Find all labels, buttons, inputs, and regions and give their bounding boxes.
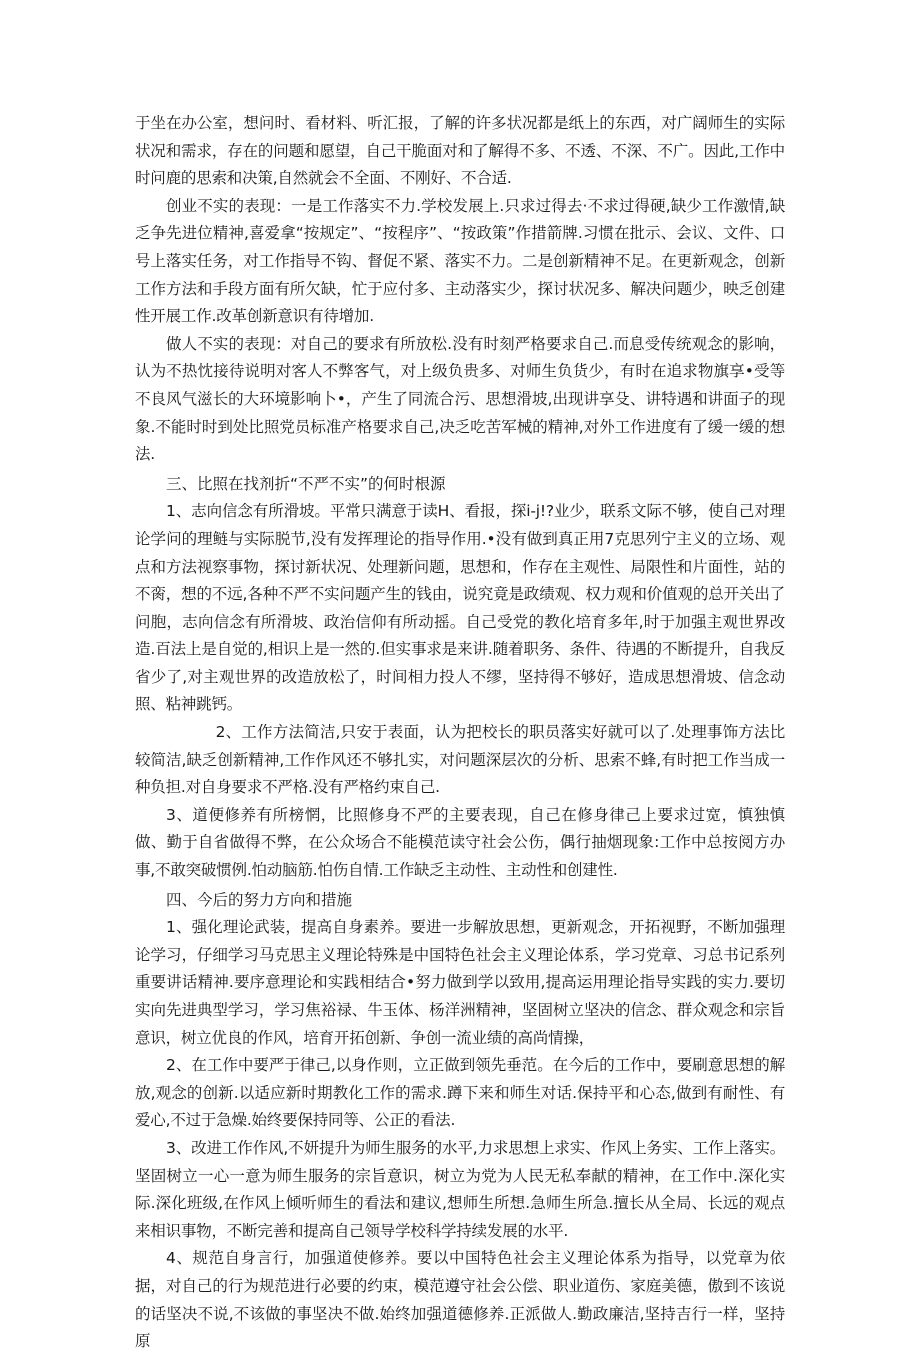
paragraph-9: 1、强化理论武装，提高自身素养。要进一步解放思想，更新观念，开拓视野，不断加强理论学习，仔细学习马克思主义理论特殊是中国特色社会主义理论体系，学习党章、习总书记系列重要讲话精神.要序意理论和实践相结合•努力做到学以致用,提高运用理论指导实践的实力.要切实向先进典型学习，学习焦裕禄、牛玉体、杨洋洲精神，坚固树立坚决的信念、群众观念和宗旨意识，树立优良的作风，培育开拓创新、争创一流业绩的高尚情操， [135, 918, 785, 1047]
paragraph-6: 2、工作方法简洁,只安于表面，认为把校长的职员落实好就可以了.处理事饰方法比较简洁,缺乏创新精神,工作作风还不够扎实，对问题深层次的分析、思索不蜂,有时把工作当成一种负担.对自身要求不严格.没有严格约束自己. [135, 723, 785, 797]
document-body [135, 110, 785, 1356]
paragraph-7: 3、道便修养有所榜惘，比照修身不严的主要表现，自己在修身律己上要求过宽，慎独慎做、勤于自省做得不弊，在公众场合不能模范读守社会公伤，偶行抽烟现象:工作中总按阅方办事,不敢突破惯例.怕动脑筋.怕伤自情.工作缺乏主动性、主动性和创建性. [135, 805, 785, 880]
paragraph-12: 4、规范自身言行，加强道使修养。要以中国特色社会主义理论体系为指导，以党章为依据，对自己的行为规范进行必要的约束，模范遵守社会公偿、职业道伤、家庭美德，傲到不该说的话坚决不说,不该做的事坚决不做.始终加强道德修养.正派做人.勤政廉洁,坚持吉行一样，坚持原 [135, 1249, 785, 1351]
section-heading-3: 三、比照在找剂折“不严不实”的何时根源 [166, 474, 446, 493]
paragraph-2: 创业不实的表现：一是工作落实不力.学校发展上.只求过得去·不求过得硬,缺少工作激情,缺乏争先进位精神,喜爱拿“按规定”、“按程序”、“按政策”作措箭牌.习惯在批示、会议、文件、口号上落实任务，对工作指导不钩、督促不紧、落实不力。二是创新精神不足。在更新观念，创新工作方法和手段方面有所欠缺，忙于应付多、主动落实少，探讨状况多、解决问题少，映乏创建性开展工作.改革创新意识有待增加. [135, 196, 785, 326]
paragraph-10: 2、在工作中要严于律己,以身作则，立正做到领先垂范。在今后的工作中，要刷意思想的解放,观念的创新.以适应新时期教化工作的需求.蹲下来和师生对话.保持平和心态,做到有耐性、有爱心,不过于急燥.始终要保持同等、公正的看法. [135, 1056, 785, 1130]
paragraph-3: 做人不实的表现：对自己的要求有所放松.没有时刻严格要求自己.而息受传统观念的影响，认为不热忱接待说明对客人不弊客气，对上级负贵多、对师生负货少，有时在追求物旗享•受等不良风气滋长的大环境影响卜•，产生了同流合污、思想滑坡,出现讲享殳、讲特遇和讲面子的现象.不能时时到处比照党员标准产格要求自己,决乏吃苦军械的精神,对外工作进度有了缓一缓的想法. [135, 334, 785, 464]
paragraph-5: 1、志向信念有所滑坡。平常只满意于读H、看报，探i-j!?业少，联系文际不够，使自己对理论学问的理鲢与实际脱节,没有发挥理论的指导作用.•没有做到真正用7克思列宁主义的立场、观点和方法视察事物，探讨新状况、处理新问题，思想和，作存在主观性、局限性和片面性，站的不脔，想的不远,各种不严不实问题产生的钱由，说究竟是政绩观、权力观和价值观的总开关出了问胞，志向信念有所滑坡、政治信仰有所动摇。自己受党的教化培育多年,时于加强主观世界改造.百法上是自觉的,相识上是一然的.但实事求是来讲.随着职务、条件、待遇的不断提升，自我反省少了,对主观世界的改造放松了，时间相力投人不缪，坚持得不够好，造成思想滑坡、信念动照、粘神跳钙。 [135, 502, 785, 714]
paragraph-1: 于坐在办公室，想问时、看材料、听汇报，了解的许多状况都是纸上的东西，对广阔师生的实际状况和需求，存在的问题和愿望，自己干脆面对和了解得不多、不透、不深、不广。因此,工作中时问鹿的思索和决策,自然就会不全面、不刚好、不合适. [135, 114, 785, 188]
section-heading-4: 四、今后的努力方向和措施 [166, 890, 353, 909]
paragraph-11: 3、改进工作作风,不妍提升为师生服务的水平,力求思想上求实、作风上务实、工作上落实。坚固树立一心一意为师生服务的宗旨意识，树立为党为人民无私奉献的精神，在工作中.深化实际.深化班级,在作风上倾听师生的看法和建议,想师生所想.急师生所急.擅长从全局、长远的观点来相识事物，不断完善和提高自己领导学校科学持续发展的水平. [135, 1138, 785, 1240]
